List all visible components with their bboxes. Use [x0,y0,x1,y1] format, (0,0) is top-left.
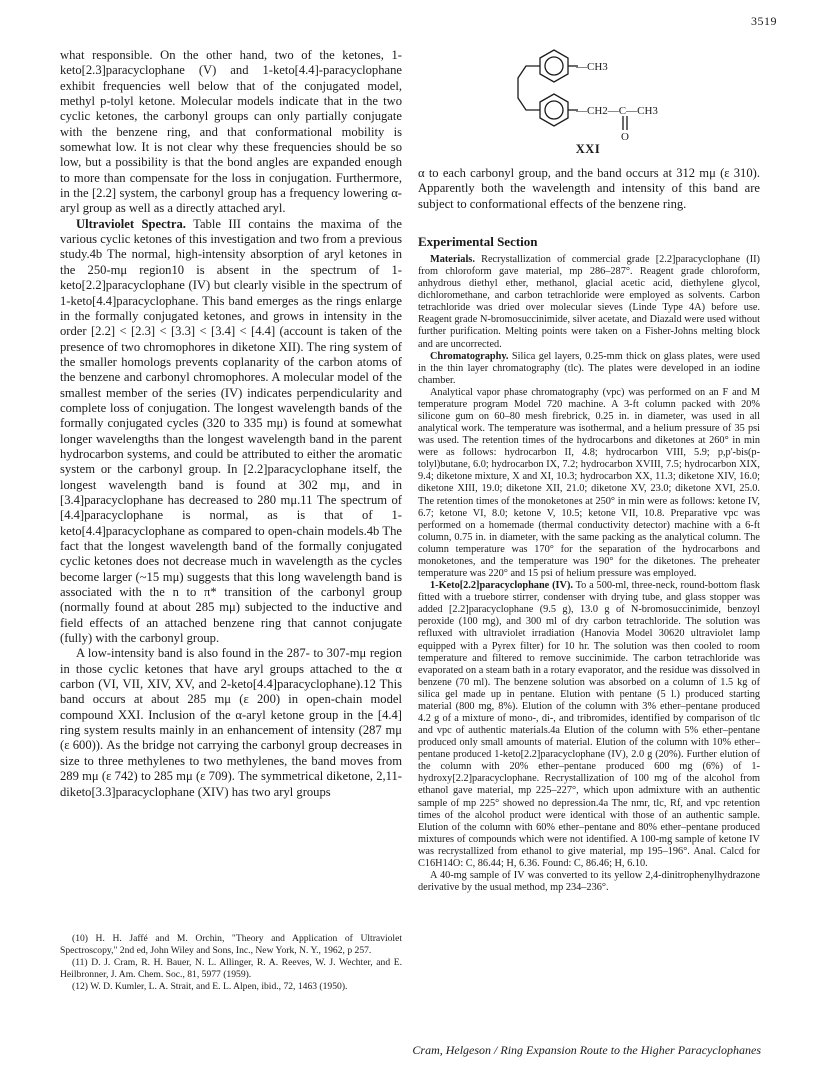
keto-synthesis-heading: 1-Keto[2.2]paracyclophane (IV). [430,580,573,592]
lower-ring-aromatic-circle [545,101,563,119]
experimental-section-heading: Experimental Section [418,234,538,249]
paragraph-keto-synthesis [418,580,760,870]
footnote-11: (11) D. J. Cram, R. H. Bauer, N. L. Allinger, R. A. Reeves, W. J. Wechter, and E. Heilbronner, J. Am. Chem. Soc., 81, 5977 (1959). [60,957,402,980]
paragraph-materials [418,254,760,351]
footnotes [60,933,402,994]
paragraph-ultraviolet-spectra [60,217,402,647]
materials-text: Recrystallization of commercial grade [2.2]paracyclophane (II) from chloroform gave material, mp 286–287°. Reagent grade chloroform, anhydrous diethyl ether, methanol, glacial acetic acid, diethylene glycol, dichloromethane, and carbon tetrachloride were employed as solvents. Carbon tetrachloride was dried over molecular sieves (Linde Type 4A) before use. Reagent grade N-bromosuccinimide, silver acetate, and Diazald were used without further purification. Melting points were taken on a Fisher-Johns melting block and are uncorrected. [418,254,760,350]
paragraph-vpc: Analytical vapor phase chromatography (vpc) was performed on an F and M temperature program Model 720 machine. A 3-ft column packed with 20% silicone gum on 60–80 mesh firebrick, 0.25 in. in diameter, was used in all analytical work. The temperature was isothermal, and a helium pressure of 35 psi was used. The retention times of the hydrocarbons and diketones at 260° in min were as follows: hydrocarbon II, 4.8; hydrocarbon VIII, 5.9; p,p'-bis(p-tolyl)butane, 6.0; hydrocarbon IX, 7.2; hydrocarbon XVIII, 7.5; hydrocarbon XIX, 9.4; diketone mixture, X and XI, 10.3; hydrocarbon XX, 11.3; diketone XIV, 16.0; diketone XIII, 19.0; diketone XII, 21.0; diketone XV, 23.0; diketone XVI, 25.0. The retention times of the monoketones at 250° in min were as follows: ketone IV, 6.7; ketone VI, 8.0; ketone V, 10.5; ketone VII, 10.8. Preparative vpc was performed on a homemade (thermal conductivity detector) machine with a 6-ft column, 0.75 in. in diameter, with the same packing as the analytical column. The column temperature was 170° for the separation of the hydrocarbons and monoketones, and the temperature was 190° for the diketones. The preheater temperature was 220° and 15 psi of helium pressure was employed. [418,386,760,580]
paragraph-dinitrophenylhydrazone: A 40-mg sample of IV was converted to its yellow 2,4-dinitrophenylhydrazone derivative by the usual method, mp 234–236°. [418,869,760,894]
materials-heading: Materials. [430,254,475,265]
structure-bottom-substituent: —CH2—C—CH3 [576,105,658,117]
structure-carbonyl-oxygen: O [621,131,629,143]
footnote-12: (12) W. D. Kumler, L. A. Strait, and E. L. Alpen, ibid., 72, 1463 (1950). [72,981,348,993]
page-number: 3519 [751,14,777,28]
chromatography-heading: Chromatography. [430,350,509,362]
keto-synthesis-text: To a 500-ml, three-neck, round-bottom flask fitted with a truebore stirrer, condenser with drying tube, and glass stopper was added [2.2]paracyclophane (9.5 g), 13.0 g of N-bromosuccinimide, benzoyl peroxide (100 mg), and 300 ml of dry carbon tetrachloride. The solution was refluxed with ultraviolet irradiation (Hanovia Model 30620 ultraviolet lamp equipped with a Pyrex filter) for 10 hr. The solution was then cooled to room temperature and filtered to remove succinimide. The carbon tetrachloride was evaporated on a steam bath in a rotary evaporator, and the residue was dissolved in benzene (70 ml). The benzene solution was absorbed on a column of 1.5 kg of silica gel made up in pentane. Elution with pentane (5 l.) produced starting material (800 mg, 8%). Elution of the column with 3% ether–pentane produced 4.2 g of a mixture of mono-, di-, and tribromides, identified by comparison of tlc and vpc of authentic materials.4a Elution of the column with 5% ether–pentane produced only small amounts of material. Elution of the column with 10% ether–pentane produced 1-keto[2.2]paracyclophane (IV), 2.0 g (20%). Further elution of the column with 20% ether–pentane produced 600 mg (6%) of 1-hydroxy[2.2]paracyclophane. Recrystallization of 100 mg of the alcohol from ethanol gave material, mp 225–227°, which upon admixture with an authentic sample of mp 225° showed no depression.4a The nmr, tlc, Rf, and vpc retention times of the alcohol product were identical with those of an authentic sample. Elution of the column with 60% ether–pentane and 80% ether–pentane produced mixtures of compounds which were not identified. A 100-mg sample of ketone IV was recrystallized from ethanol to give material, mp 195–196°. Anal. Calcd for C16H14O: C, 86.44; H, 6.36. Found: C, 86.46; H, 6.10. [418,580,760,869]
ultraviolet-spectra-text: Table III contains the maxima of the various cyclic ketones of this investigation and two from a previous study.4b The normal, high-intensity absorption of aryl ketones in the 250-mμ region10 is absent in the spectrum of 1-keto[2.2]paracyclophane (IV) but clearly visible in the spectrum of 1-keto[4.4]paracyclophane. This band emerges as the rings enlarge in the formally conjugated ketones, and grows in intensity in the order [2.2] < [2.3] < [3.3] < [3.4] < [4.4] (account is taken of the presence of two chromophores in diketone XII). The ring system of the smaller homologs prevents coplanarity of the carbon atoms of the benzene and carbonyl chromophores. A molecular model of the smallest member of the series (IV) indicates perpendicularity and complete loss of conjugation. The longest wavelength bands of the formally conjugated cycles (320 to 335 mμ) is found at somewhat longer wavelengths than the longest wavelength band in the parent hydrocarbon systems, and could be attributed to either the aromatic system or the carbonyl group. In [2.2]paracyclophane itself, the longest wavelength band is found at 302 mμ, and in [3.4]paracyclophane has decreased to 280 mμ.11 The spectrum of [4.4]paracyclophane is normal, as is that of 1-keto[4.4]paracyclophane as compared to open-chain models.4b The fact that the longest wavelength band of the formally conjugated cyclic ketones does not decrease much in wavelength as the cycles become larger (~15 mμ) suggests that this long wavelength band is associated with the n to π* transition of the carbonyl group (normally found at about 285 mμ) subjected to the inductive and field effects of an attached benzene ring that cannot conjugate (fully) with the carbonyl group. [60,216,402,646]
butane-bridge [518,66,540,110]
compound-label: XXI [575,142,601,156]
left-column [60,48,402,800]
upper-benzene-ring [540,50,568,82]
paragraph-ir-discussion: what responsible. On the other hand, two of the ketones, 1-keto[2.3]paracyclophane (V) and 1-keto[4.4]-paracyclophane exhibit frequencies well below that of the conjugated model, methyl p-tolyl ketone. Molecular models indicate that in the two cyclic ketones, the carbonyl groups can only partially conjugate with the benzene ring, and that conformational mobility is somewhat low. It is not clear why these frequencies should be so low, but a possibility is that the bond angles are expanded enough to more than compensate for the loss in conjugation. Furthermore, in the [2.2] system, the carbonyl group has a frequency lowering α-aryl group as well as a directly attached aryl. [60,48,402,216]
paragraph-chromatography [418,351,760,387]
experimental-text [418,254,760,894]
chromatography-text: Silica gel layers, 0.25-mm thick on glass plates, were used in the thin layer chromatography (tlc). The plates were developed in an iodine chamber. [418,350,760,386]
paragraph-alpha-carbonyl: α to each carbonyl group, and the band occurs at 312 mμ (ε 310). Apparently both the wavelength and intensity of this band are subject to conformational effects of the benzene ring. [418,166,760,211]
lower-benzene-ring [540,94,568,126]
structure-top-substituent: —CH3 [576,61,608,73]
footnote-10: (10) H. H. Jaffé and M. Orchin, "Theory and Application of Ultraviolet Spectroscopy," 2nd ed, John Wiley and Sons, Inc., New York, N. Y., 1962, p 257. [60,933,402,956]
upper-ring-aromatic-circle [545,57,563,75]
running-footer: Cram, Helgeson / Ring Expansion Route to the Higher Paracyclophanes [412,1043,761,1057]
ultraviolet-spectra-heading: Ultraviolet Spectra. [76,216,186,231]
paragraph-low-intensity-band: A low-intensity band is also found in the 287- to 307-mμ region in those cyclic ketones that have aryl groups attached to the α carbon (VI, VII, XIV, XV, and 2-keto[4.4]paracyclophane).12 This band occurs at about 285 mμ (ε 200) in open-chain model compound XXI. Inclusion of the α-aryl ketone group in the [4.4] ring system results mainly in an enhancement of intensity (287 mμ (ε 600)). As the bridge not carrying the carbonyl group decreases in size to three methylenes to two methylenes, the band moves from 289 mμ (ε 742) to 285 mμ (ε 709). The symmetrical diketone, 2,11-diketo[3.3]paracyclophane (XIV) has two aryl groups [60,646,402,799]
